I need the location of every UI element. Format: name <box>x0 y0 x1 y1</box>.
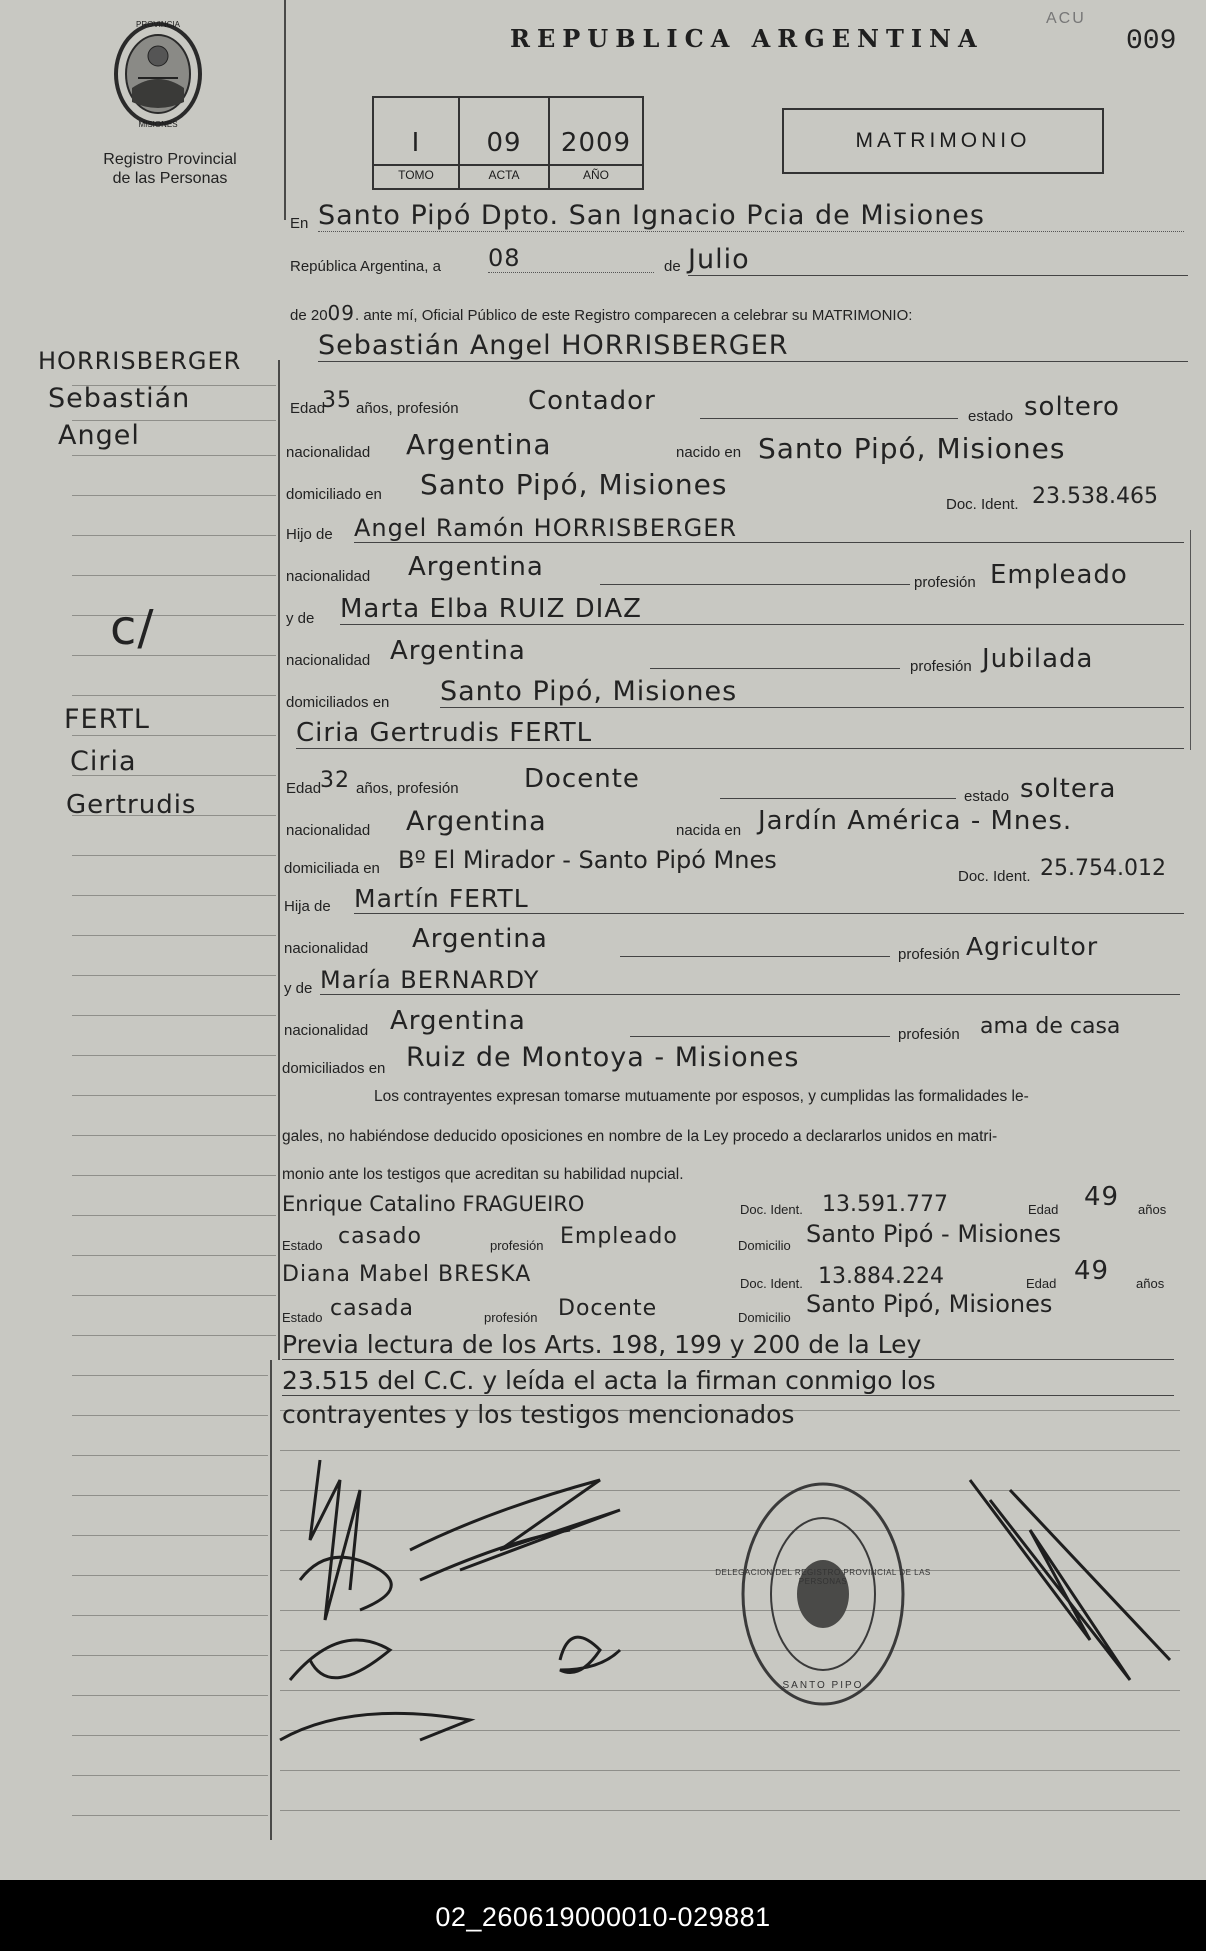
bride-mother-nat-label: nacionalidad <box>284 1022 369 1039</box>
bride-father-nationality: Argentina <box>412 924 548 954</box>
country-title: REPUBLICA ARGENTINA <box>510 24 984 53</box>
closing-line-2: 23.515 del C.C. y leída el acta la firman conmigo los <box>282 1366 1174 1396</box>
groom-born-label: nacido en <box>676 444 742 461</box>
groom-dom-label: domiciliado en <box>286 486 382 503</box>
bride-born-label: nacida en <box>676 822 742 839</box>
groom-profession: Contador <box>528 386 656 416</box>
groom-full-name: Sebastián Angel HORRISBERGER <box>318 330 1188 362</box>
groom-hijo-label: Hijo de <box>286 526 333 543</box>
groom-marital: soltero <box>1024 392 1120 422</box>
groom-mother-nationality: Argentina <box>390 636 526 666</box>
groom-nationality: Argentina <box>406 428 552 461</box>
witness2-marital: casada <box>330 1296 414 1321</box>
acta-label: ACTA <box>488 168 520 182</box>
stamp-ring-text: DELEGACION DEL REGISTRO PROVINCIAL DE LAS PERSONAS <box>715 1568 931 1586</box>
witness1-doc: 13.591.777 <box>822 1192 948 1217</box>
declaration-line-1: Los contrayentes expresan tomarse mutuamente por esposos, y cumplidas las formalidades le- <box>374 1088 1029 1105</box>
groom-father-nat-label: nacionalidad <box>286 568 371 585</box>
bride-full-name: Ciria Gertrudis FERTL <box>296 718 1184 749</box>
stamp-mark: ACU <box>1046 10 1086 27</box>
ano-value: 2009 <box>560 128 632 158</box>
groom-estado-label: estado <box>968 408 1014 425</box>
groom-father-prof-label: profesión <box>914 574 976 591</box>
witness1-profession: Empleado <box>560 1224 678 1249</box>
bride-father-nat-label: nacionalidad <box>284 940 369 957</box>
bride-edad-label: Edad <box>286 780 322 797</box>
witness2-doc-label: Doc. Ident. <box>740 1276 803 1291</box>
bride-marital: soltera <box>1020 774 1117 804</box>
registry-name <box>60 150 280 188</box>
bride-anos-label: años, profesión <box>356 780 459 797</box>
intro-statement: . ante mí, Oficial Público de este Registro comparecen a celebrar su MATRIMONIO: <box>355 307 913 324</box>
bride-nationality: Argentina <box>406 806 547 837</box>
groom-mother-prof-label: profesión <box>910 658 972 675</box>
bride-yde-label: y de <box>284 980 313 997</box>
provincial-seal-icon <box>108 18 208 130</box>
groom-mother-nat-label: nacionalidad <box>286 652 371 669</box>
record-box <box>372 96 644 190</box>
witness1-name: Enrique Catalino FRAGUEIRO <box>282 1192 585 1216</box>
place-field: Santo Pipó Dpto. San Ignacio Pcia de Misiones <box>318 200 1184 232</box>
witness2-age: 49 <box>1074 1256 1110 1286</box>
groom-doc: 23.538.465 <box>1032 484 1158 509</box>
margin-connector: c/ <box>110 600 155 656</box>
margin-bride-surname: FERTL <box>64 704 150 735</box>
groom-mother: Marta Elba RUIZ DIAZ <box>340 594 1184 625</box>
groom-birthplace: Santo Pipó, Misiones <box>758 432 1066 465</box>
bride-hija-label: Hija de <box>284 898 331 915</box>
day-field: 08 <box>488 244 654 273</box>
bride-parents-dom-label: domiciliados en <box>282 1060 386 1077</box>
bride-domicile: Bº El Mirador - Santo Pipó Mnes <box>398 846 777 874</box>
tomo-label: TOMO <box>398 168 434 182</box>
registry-line-2: de las Personas <box>112 170 228 187</box>
official-stamp-icon <box>738 1478 908 1710</box>
republica-label: República Argentina, a <box>290 258 441 275</box>
bride-dom-label: domiciliada en <box>284 860 380 877</box>
scan-footer <box>0 1880 1206 1951</box>
groom-father-nationality: Argentina <box>408 552 544 582</box>
margin-groom-name1: Sebastián <box>48 383 191 414</box>
witness1-dom-label: Domicilio <box>738 1238 791 1253</box>
margin-bride-name1: Ciria <box>70 746 137 777</box>
margin-bride-name2: Gertrudis <box>66 790 197 820</box>
groom-domicile: Santo Pipó, Misiones <box>420 468 728 501</box>
witness1-doc-label: Doc. Ident. <box>740 1202 803 1217</box>
witness2-domicile: Santo Pipó, Misiones <box>806 1290 1053 1318</box>
bride-mother: María BERNARDY <box>320 966 1180 995</box>
bride-father-prof-label: profesión <box>898 946 960 963</box>
bride-nac-label: nacionalidad <box>286 822 371 839</box>
bride-father: Martín FERTL <box>354 884 1184 914</box>
bride-profession: Docente <box>524 764 640 794</box>
declaration-line-2: gales, no habiéndose deducido oposiciones en nombre de la Ley procedo a declararlos unidos en matri- <box>282 1128 998 1145</box>
witness2-dom-label: Domicilio <box>738 1310 791 1325</box>
stamp-bottom-text: SANTO PIPO <box>782 1680 864 1691</box>
month-field: Julio <box>688 244 1188 276</box>
tomo-value: I <box>411 128 421 158</box>
groom-nac-label: nacionalidad <box>286 444 371 461</box>
bride-doc: 25.754.012 <box>1040 856 1166 881</box>
ano-label: AÑO <box>582 168 609 182</box>
bride-mother-prof-label: profesión <box>898 1026 960 1043</box>
signatures-icon <box>270 1420 1190 1780</box>
seal-bottom-text: MISIONES <box>138 120 178 129</box>
witness1-prof-label: profesión <box>490 1238 544 1253</box>
groom-anos-label: años, profesión <box>356 400 459 417</box>
closing-line-3: contrayentes y los testigos mencionados <box>282 1400 795 1429</box>
witness1-anos-label: años <box>1138 1202 1167 1217</box>
bride-mother-nationality: Argentina <box>390 1006 526 1036</box>
witness2-profession: Docente <box>558 1296 658 1321</box>
document-type: MATRIMONIO <box>855 129 1031 152</box>
witness1-marital: casado <box>338 1224 422 1249</box>
groom-parents-dom-label: domiciliados en <box>286 694 390 711</box>
witness1-domicile: Santo Pipó - Misiones <box>806 1220 1062 1248</box>
groom-parents-domicile: Santo Pipó, Misiones <box>440 676 1184 708</box>
witness1-edad-label: Edad <box>1028 1202 1059 1217</box>
bride-doc-label: Doc. Ident. <box>958 868 1031 885</box>
bride-mother-profession: ama de casa <box>980 1014 1121 1039</box>
bride-estado-label: estado <box>964 788 1010 805</box>
bride-parents-domicile: Ruiz de Montoya - Misiones <box>406 1042 800 1073</box>
witness2-doc: 13.884.224 <box>818 1264 944 1289</box>
witness2-prof-label: profesión <box>484 1310 538 1325</box>
groom-edad-label: Edad <box>290 400 326 417</box>
document-identifier: 02_260619000010-029881 <box>435 1902 771 1932</box>
bride-father-profession: Agricultor <box>966 932 1099 961</box>
registry-line-1: Registro Provincial <box>103 151 237 168</box>
groom-father: Angel Ramón HORRISBERGER <box>354 514 1184 543</box>
margin-groom-name2: Angel <box>58 420 140 451</box>
closing-line-1: Previa lectura de los Arts. 198, 199 y 200 de la Ley <box>282 1330 1174 1360</box>
page-number: 009 <box>1126 26 1177 57</box>
groom-yde-label: y de <box>286 610 315 627</box>
witness2-edad-label: Edad <box>1026 1276 1057 1291</box>
acta-value: 09 <box>486 128 522 158</box>
witness2-name: Diana Mabel BRESKA <box>282 1262 532 1287</box>
bride-age: 32 <box>320 768 350 793</box>
year-prefix: de 2009. ante mí, Oficial Público de este Registro comparecen a celebrar su MATRIMONIO: <box>290 301 913 325</box>
witness2-anos-label: años <box>1136 1276 1165 1291</box>
groom-doc-label: Doc. Ident. <box>946 496 1019 513</box>
margin-groom-surname: HORRISBERGER <box>38 347 242 375</box>
witness1-age: 49 <box>1084 1182 1120 1212</box>
document-type-box <box>782 108 1104 174</box>
seal-top-text: PROVINCIA <box>135 20 180 29</box>
bride-birthplace: Jardín América - Mnes. <box>758 806 1073 836</box>
groom-father-profession: Empleado <box>990 560 1128 590</box>
witness1-estado-label: Estado <box>282 1238 323 1253</box>
de-label: de <box>664 258 681 275</box>
declaration-line-3: monio ante los testigos que acreditan su habilidad nupcial. <box>282 1166 684 1183</box>
groom-age: 35 <box>322 388 352 413</box>
witness2-estado-label: Estado <box>282 1310 323 1325</box>
year-suffix: 09 <box>327 301 355 325</box>
groom-mother-profession: Jubilada <box>982 644 1094 674</box>
en-label: En <box>290 215 309 232</box>
